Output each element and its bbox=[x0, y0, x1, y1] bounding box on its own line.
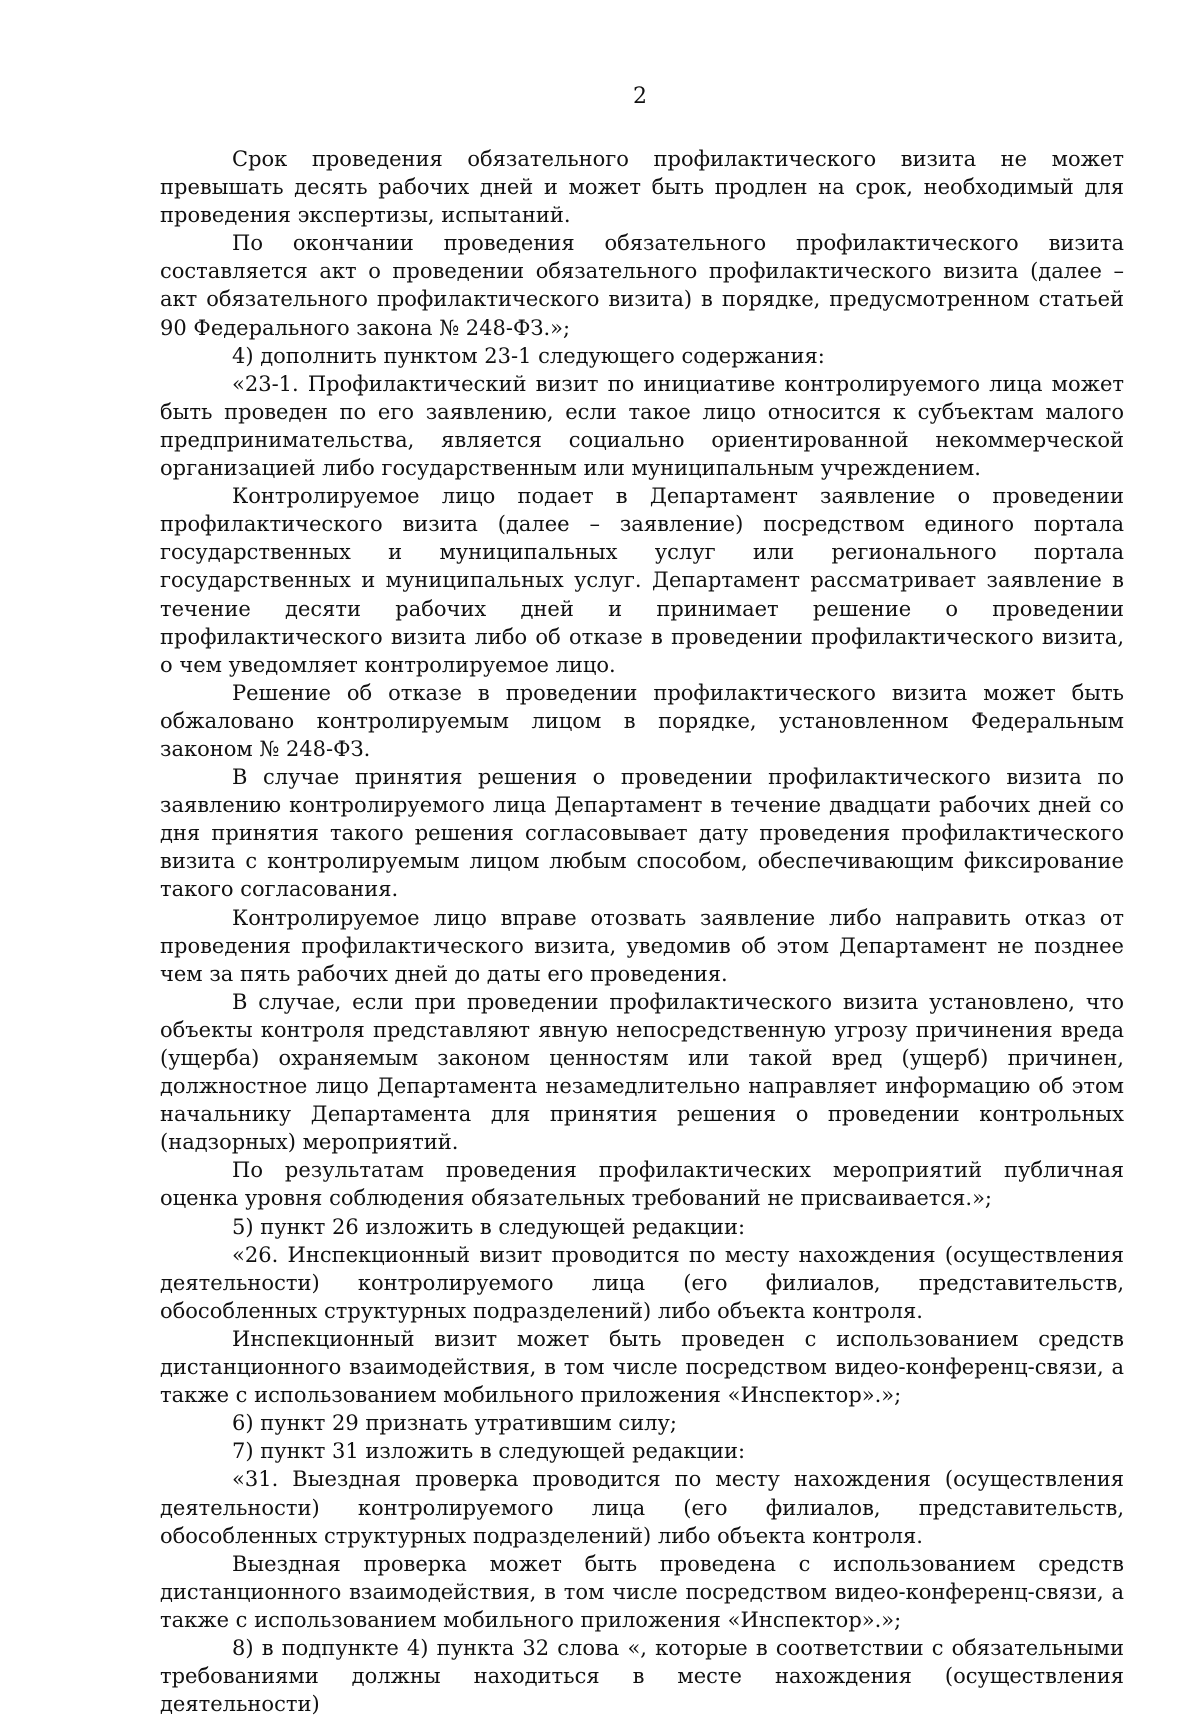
paragraph: 5) пункт 26 изложить в следующей редакции: bbox=[232, 1214, 746, 1239]
paragraph: Инспекционный визит может быть проведен с использованием средств дистанционного взаимодействия, в том числе посредством видео-конференц-связи, а также с использованием мобильного приложения «Инспектор».»; bbox=[160, 1326, 1124, 1408]
paragraph: По результатам проведения профилактических мероприятий публичная оценка уровня соблюдения обязательных требований не присваивается.»; bbox=[160, 1158, 1124, 1211]
paragraph: 8) в подпункте 4) пункта 32 слова «, которые в соответствии с обязательными требованиями должны находиться в месте нахождения (осуществления деятельности) bbox=[160, 1635, 1124, 1717]
paragraph: 6) пункт 29 признать утратившим силу; bbox=[232, 1411, 677, 1436]
paragraph: Выездная проверка может быть проведена с использованием средств дистанционного взаимодействия, в том числе посредством видео-конференц-связи, а также с использованием мобильного приложения «Инспектор».»; bbox=[160, 1551, 1124, 1632]
document-body bbox=[160, 145, 1124, 1718]
paragraph: «31. Выездная проверка проводится по месту нахождения (осуществления деятельности) контролируемого лица (его филиалов, представительств, обособленных структурных подразделений) либо объекта контроля. bbox=[160, 1467, 1124, 1548]
paragraph: 4) дополнить пунктом 23-1 следующего содержания: bbox=[232, 343, 825, 368]
page-number: 2 bbox=[633, 84, 647, 109]
paragraph: Контролируемое лицо подает в Департамент заявление о проведении профилактического визита (далее – заявление) посредством единого портала государственных и муниципальных услуг или регионального портала государственных и муниципальных услуг. Департамент рассматривает заявление в течение десяти рабочих дней и принимает решение о проведении профилактического визита либо об отказе в проведении профилактического визита, о чем уведомляет контролируемое лицо. bbox=[160, 484, 1124, 677]
paragraph: «26. Инспекционный визит проводится по месту нахождения (осуществления деятельности) контролируемого лица (его филиалов, представительств, обособленных структурных подразделений) либо объекта контроля. bbox=[160, 1242, 1124, 1323]
paragraph: Срок проведения обязательного профилактического визита не может превышать десять рабочих дней и может быть продлен на срок, необходимый для проведения экспертизы, испытаний. bbox=[160, 147, 1124, 228]
paragraph: По окончании проведения обязательного профилактического визита составляется акт о проведении обязательного профилактического визита (далее – акт обязательного профилактического визита) в порядке, предусмотренном статьей 90 Федерального закона № 248-ФЗ.»; bbox=[160, 231, 1124, 340]
paragraph: Контролируемое лицо вправе отозвать заявление либо направить отказ от проведения профилактического визита, уведомив об этом Департамент не позднее чем за пять рабочих дней до даты его проведения. bbox=[160, 905, 1124, 986]
paragraph: В случае, если при проведении профилактического визита установлено, что объекты контроля представляют явную непосредственную угрозу причинения вреда (ущерба) охраняемым законом ценностям или такой вред (ущерб) причинен, должностное лицо Департамента незамедлительно направляет информацию об этом начальнику Департамента для принятия решения о проведении контрольных (надзорных) мероприятий. bbox=[160, 989, 1124, 1155]
paragraph: 7) пункт 31 изложить в следующей редакции: bbox=[232, 1439, 746, 1464]
paragraph: Решение об отказе в проведении профилактического визита может быть обжаловано контролируемым лицом в порядке, установленном Федеральным законом № 248-ФЗ. bbox=[160, 680, 1124, 761]
paragraph: В случае принятия решения о проведении профилактического визита по заявлению контролируемого лица Департамент в течение двадцати рабочих дней со дня принятия такого решения согласовывает дату проведения профилактического визита с контролируемым лицом любым способом, обеспечивающим фиксирование такого согласования. bbox=[160, 765, 1124, 902]
paragraph: «23-1. Профилактический визит по инициативе контролируемого лица может быть проведен по его заявлению, если такое лицо относится к субъектам малого предпринимательства, является социально ориентированной некоммерческой организацией либо государственным или муниципальным учреждением. bbox=[160, 371, 1124, 481]
